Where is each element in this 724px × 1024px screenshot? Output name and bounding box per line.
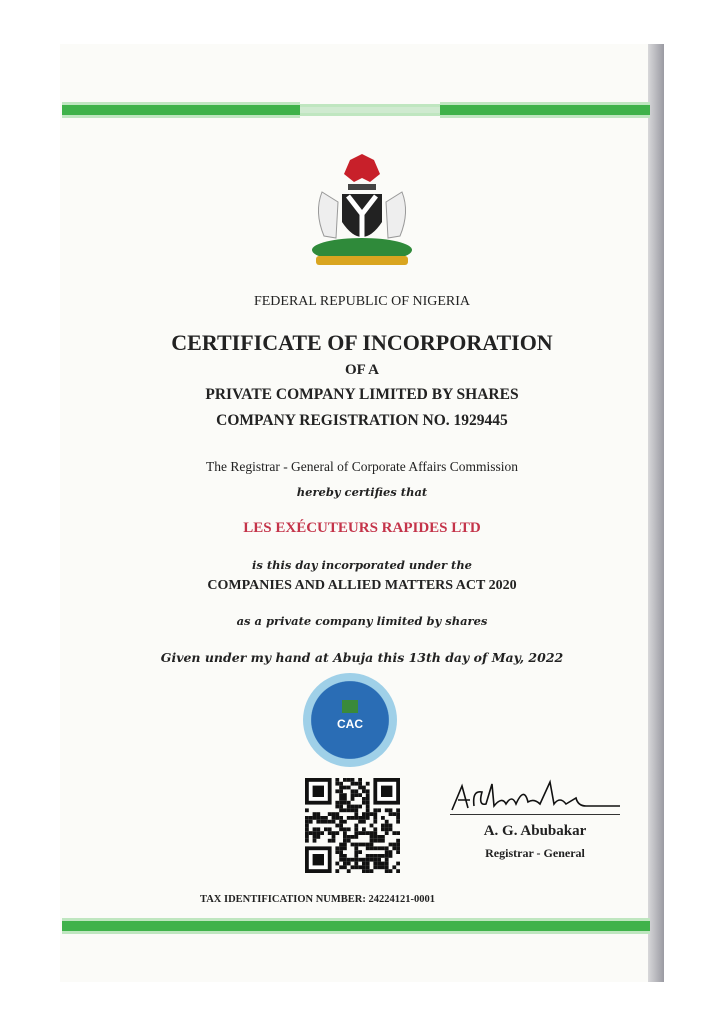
qr-module xyxy=(316,812,320,816)
qr-module xyxy=(339,858,343,862)
qr-module xyxy=(305,816,309,820)
qr-module xyxy=(332,812,336,816)
qr-module xyxy=(362,797,366,801)
qr-module xyxy=(335,869,339,873)
qr-module xyxy=(373,808,377,812)
qr-module xyxy=(366,865,370,869)
tax-identification-number: TAX IDENTIFICATION NUMBER: 24224121-0001 xyxy=(200,894,435,905)
qr-module xyxy=(335,812,339,816)
qr-module xyxy=(366,858,370,862)
qr-module xyxy=(354,789,358,793)
cac-seal-text: CAC xyxy=(337,717,363,731)
qr-module xyxy=(389,850,393,854)
qr-module xyxy=(392,843,396,847)
qr-module xyxy=(347,786,351,790)
qr-module xyxy=(381,854,385,858)
qr-module xyxy=(339,793,343,797)
qr-module xyxy=(396,816,400,820)
qr-finder xyxy=(313,786,324,797)
qr-module xyxy=(347,835,351,839)
qr-module xyxy=(343,839,347,843)
qr-module xyxy=(335,862,339,866)
qr-module xyxy=(335,846,339,850)
private-company-text: as a private company limited by shares xyxy=(236,614,488,628)
qr-module xyxy=(347,827,351,831)
qr-module xyxy=(347,839,351,843)
coat-of-arms-icon xyxy=(300,152,425,272)
qr-module xyxy=(377,858,381,862)
qr-module xyxy=(343,843,347,847)
qr-module xyxy=(328,839,332,843)
qr-module xyxy=(354,865,358,869)
qr-module xyxy=(324,827,328,831)
qr-module xyxy=(373,816,377,820)
qr-module xyxy=(343,846,347,850)
qr-module xyxy=(377,865,381,869)
qr-module xyxy=(339,808,343,812)
qr-module xyxy=(347,805,351,809)
qr-module xyxy=(351,816,355,820)
qr-module xyxy=(354,862,358,866)
qr-module xyxy=(339,843,343,847)
qr-module xyxy=(316,820,320,824)
qr-module xyxy=(366,843,370,847)
qr-module xyxy=(362,831,366,835)
qr-finder xyxy=(313,854,324,865)
qr-module xyxy=(351,793,355,797)
qr-module xyxy=(373,820,377,824)
qr-module xyxy=(316,816,320,820)
qr-module xyxy=(339,816,343,820)
qr-module xyxy=(343,793,347,797)
qr-module xyxy=(332,831,336,835)
qr-module xyxy=(328,831,332,835)
qr-module xyxy=(347,816,351,820)
qr-module xyxy=(339,801,343,805)
qr-module xyxy=(343,858,347,862)
qr-module xyxy=(335,850,339,854)
qr-module xyxy=(358,850,362,854)
qr-module xyxy=(339,865,343,869)
qr-module xyxy=(396,843,400,847)
qr-module xyxy=(339,805,343,809)
qr-module xyxy=(316,831,320,835)
qr-module xyxy=(358,843,362,847)
qr-module xyxy=(366,805,370,809)
qr-module xyxy=(335,824,339,828)
qr-module xyxy=(373,827,377,831)
qr-module xyxy=(385,808,389,812)
qr-module xyxy=(351,797,355,801)
qr-module xyxy=(366,869,370,873)
qr-module xyxy=(373,865,377,869)
qr-module xyxy=(362,816,366,820)
qr-module xyxy=(366,789,370,793)
qr-module xyxy=(366,862,370,866)
qr-module xyxy=(381,839,385,843)
qr-module xyxy=(362,812,366,816)
qr-module xyxy=(389,854,393,858)
qr-module xyxy=(347,858,351,862)
qr-module xyxy=(373,835,377,839)
of-a-text: OF A xyxy=(344,362,380,378)
qr-module xyxy=(343,835,347,839)
qr-module xyxy=(305,827,309,831)
company-type: PRIVATE COMPANY LIMITED BY SHARES xyxy=(205,386,519,403)
qr-module xyxy=(358,865,362,869)
qr-module xyxy=(366,801,370,805)
qr-module xyxy=(309,831,313,835)
qr-module xyxy=(313,835,317,839)
qr-finder xyxy=(381,786,392,797)
qr-module xyxy=(316,827,320,831)
qr-module xyxy=(316,835,320,839)
qr-module xyxy=(335,801,339,805)
qr-module xyxy=(362,858,366,862)
qr-module xyxy=(373,854,377,858)
qr-module xyxy=(358,786,362,790)
qr-module xyxy=(351,778,355,782)
qr-module xyxy=(354,805,358,809)
company-name: LES EXÉCUTEURS RAPIDES LTD xyxy=(243,520,481,536)
qr-module xyxy=(305,839,309,843)
qr-module xyxy=(366,812,370,816)
qr-module xyxy=(313,839,317,843)
qr-module xyxy=(343,778,347,782)
qr-module xyxy=(366,793,370,797)
qr-module xyxy=(396,862,400,866)
qr-module xyxy=(343,808,347,812)
qr-module xyxy=(324,816,328,820)
qr-module xyxy=(339,850,343,854)
qr-module xyxy=(320,831,324,835)
qr-module xyxy=(335,789,339,793)
qr-module xyxy=(377,846,381,850)
qr-module xyxy=(313,812,317,816)
bottom-green-band xyxy=(62,918,650,934)
qr-module xyxy=(351,835,355,839)
qr-module xyxy=(347,801,351,805)
qr-module xyxy=(354,858,358,862)
qr-module xyxy=(385,850,389,854)
qr-module xyxy=(362,789,366,793)
qr-module xyxy=(343,831,347,835)
qr-module xyxy=(328,820,332,824)
qr-module xyxy=(396,808,400,812)
qr-module xyxy=(339,797,343,801)
qr-module xyxy=(347,862,351,866)
qr-module xyxy=(305,808,309,812)
qr-module xyxy=(354,816,358,820)
top-green-band-right xyxy=(440,102,650,118)
qr-module xyxy=(385,869,389,873)
qr-module xyxy=(370,824,374,828)
qr-module xyxy=(305,831,309,835)
qr-module xyxy=(385,846,389,850)
qr-module xyxy=(385,862,389,866)
qr-module xyxy=(362,820,366,824)
qr-module xyxy=(354,808,358,812)
qr-module xyxy=(392,831,396,835)
paper-edge-shadow xyxy=(648,44,664,982)
qr-module xyxy=(335,816,339,820)
qr-module xyxy=(377,854,381,858)
qr-module xyxy=(339,827,343,831)
qr-module xyxy=(396,869,400,873)
qr-module xyxy=(313,831,317,835)
qr-module xyxy=(343,801,347,805)
qr-module xyxy=(354,827,358,831)
qr-module xyxy=(381,862,385,866)
qr-module xyxy=(392,846,396,850)
qr-module xyxy=(335,805,339,809)
qr-module xyxy=(366,797,370,801)
qr-module xyxy=(335,778,339,782)
qr-module xyxy=(328,812,332,816)
seal-emblem-icon xyxy=(342,700,358,713)
qr-module xyxy=(354,843,358,847)
qr-module xyxy=(381,835,385,839)
qr-module xyxy=(396,812,400,816)
qr-module xyxy=(305,824,309,828)
qr-module xyxy=(385,858,389,862)
qr-module xyxy=(347,808,351,812)
qr-module xyxy=(339,789,343,793)
qr-module xyxy=(366,782,370,786)
qr-module xyxy=(354,793,358,797)
qr-module xyxy=(339,820,343,824)
qr-module xyxy=(343,865,347,869)
qr-module xyxy=(339,846,343,850)
qr-module xyxy=(370,835,374,839)
qr-module xyxy=(366,846,370,850)
qr-module xyxy=(377,835,381,839)
qr-module xyxy=(389,824,393,828)
qr-module xyxy=(332,816,336,820)
registration-number: COMPANY REGISTRATION NO. 1929445 xyxy=(216,412,508,429)
qr-module xyxy=(354,854,358,858)
qr-module xyxy=(389,808,393,812)
qr-module xyxy=(385,824,389,828)
qr-module xyxy=(320,816,324,820)
qr-module xyxy=(332,839,336,843)
qr-module xyxy=(385,831,389,835)
qr-module xyxy=(339,854,343,858)
qr-module xyxy=(377,839,381,843)
qr-module xyxy=(351,805,355,809)
qr-module xyxy=(343,797,347,801)
qr-module xyxy=(366,854,370,858)
qr-module xyxy=(389,827,393,831)
certifies-text: hereby certifies that xyxy=(296,485,428,499)
qr-module xyxy=(392,865,396,869)
qr-module xyxy=(373,831,377,835)
qr-module xyxy=(332,820,336,824)
qr-module xyxy=(366,831,370,835)
qr-module xyxy=(351,789,355,793)
qr-module xyxy=(343,827,347,831)
qr-module xyxy=(392,812,396,816)
signature xyxy=(448,776,623,818)
qr-module xyxy=(362,862,366,866)
qr-module xyxy=(305,835,309,839)
qr-module xyxy=(381,827,385,831)
qr-module xyxy=(370,854,374,858)
qr-module xyxy=(377,862,381,866)
qr-module xyxy=(396,850,400,854)
qr-module xyxy=(396,820,400,824)
qr-module xyxy=(385,854,389,858)
qr-module xyxy=(358,778,362,782)
qr-module xyxy=(354,835,358,839)
qr-module xyxy=(328,827,332,831)
signatory-title: Registrar - General xyxy=(485,846,585,860)
qr-module xyxy=(332,835,336,839)
qr-module xyxy=(351,865,355,869)
qr-module xyxy=(358,805,362,809)
qr-module xyxy=(370,858,374,862)
cac-seal xyxy=(303,673,397,767)
qr-module xyxy=(373,862,377,866)
qr-module xyxy=(362,786,366,790)
given-date-text: Given under my hand at Abuja this 13th day of May, 2022 xyxy=(160,650,564,665)
qr-module xyxy=(381,816,385,820)
qr-module xyxy=(354,831,358,835)
qr-module xyxy=(335,782,339,786)
qr-module xyxy=(343,820,347,824)
registrar-line: The Registrar - General of Corporate Affairs Commission xyxy=(205,459,519,474)
qr-module xyxy=(373,846,377,850)
qr-module xyxy=(385,820,389,824)
qr-module xyxy=(362,865,366,869)
qr-module xyxy=(313,816,317,820)
signatory-name: A. G. Abubakar xyxy=(483,823,587,839)
qr-module xyxy=(373,839,377,843)
qr-module xyxy=(324,820,328,824)
qr-module xyxy=(320,820,324,824)
qr-module xyxy=(343,862,347,866)
qr-module xyxy=(343,786,347,790)
qr-module xyxy=(389,843,393,847)
qr-module xyxy=(343,854,347,858)
qr-module xyxy=(370,869,374,873)
qr-module xyxy=(358,782,362,786)
qr-module xyxy=(370,846,374,850)
qr-module xyxy=(396,831,400,835)
qr-module xyxy=(362,801,366,805)
qr-module xyxy=(385,827,389,831)
qr-module xyxy=(370,831,374,835)
qr-module xyxy=(354,850,358,854)
qr-module xyxy=(354,846,358,850)
qr-module xyxy=(370,839,374,843)
qr-module xyxy=(309,816,313,820)
qr-module xyxy=(347,778,351,782)
qr-module xyxy=(339,786,343,790)
qr-module xyxy=(305,820,309,824)
qr-module xyxy=(339,824,343,828)
qr-module xyxy=(358,858,362,862)
qr-module xyxy=(362,827,366,831)
qr-module xyxy=(370,843,374,847)
qr-module xyxy=(339,782,343,786)
qr-module xyxy=(381,865,385,869)
qr-module xyxy=(373,858,377,862)
qr-module xyxy=(358,820,362,824)
top-green-band-middle xyxy=(300,104,440,116)
qr-module xyxy=(377,808,381,812)
qr-module xyxy=(389,869,393,873)
qr-module xyxy=(354,812,358,816)
qr-module xyxy=(335,831,339,835)
qr-module xyxy=(366,816,370,820)
qr-module xyxy=(351,858,355,862)
qr-module xyxy=(362,869,366,873)
qr-module xyxy=(373,812,377,816)
qr-code xyxy=(305,778,400,873)
qr-module xyxy=(354,782,358,786)
top-green-band-left xyxy=(62,102,300,118)
act-name: COMPANIES AND ALLIED MATTERS ACT 2020 xyxy=(207,578,517,593)
qr-module xyxy=(381,824,385,828)
incorporated-text: is this day incorporated under the xyxy=(251,558,473,572)
certificate-title: CERTIFICATE OF INCORPORATION xyxy=(171,330,553,355)
qr-module xyxy=(313,827,317,831)
qr-module xyxy=(347,869,351,873)
qr-module xyxy=(351,843,355,847)
qr-module xyxy=(309,820,313,824)
qr-module xyxy=(396,839,400,843)
qr-module xyxy=(354,824,358,828)
qr-module xyxy=(385,865,389,869)
qr-module xyxy=(358,793,362,797)
qr-module xyxy=(351,808,355,812)
qr-module xyxy=(389,812,393,816)
qr-module xyxy=(381,846,385,850)
qr-module xyxy=(366,808,370,812)
qr-module xyxy=(358,831,362,835)
qr-module xyxy=(396,846,400,850)
country-heading: FEDERAL REPUBLIC OF NIGERIA xyxy=(253,294,471,309)
qr-module xyxy=(370,812,374,816)
qr-module xyxy=(358,816,362,820)
signature-line xyxy=(450,814,620,815)
qr-module xyxy=(351,782,355,786)
qr-module xyxy=(362,843,366,847)
